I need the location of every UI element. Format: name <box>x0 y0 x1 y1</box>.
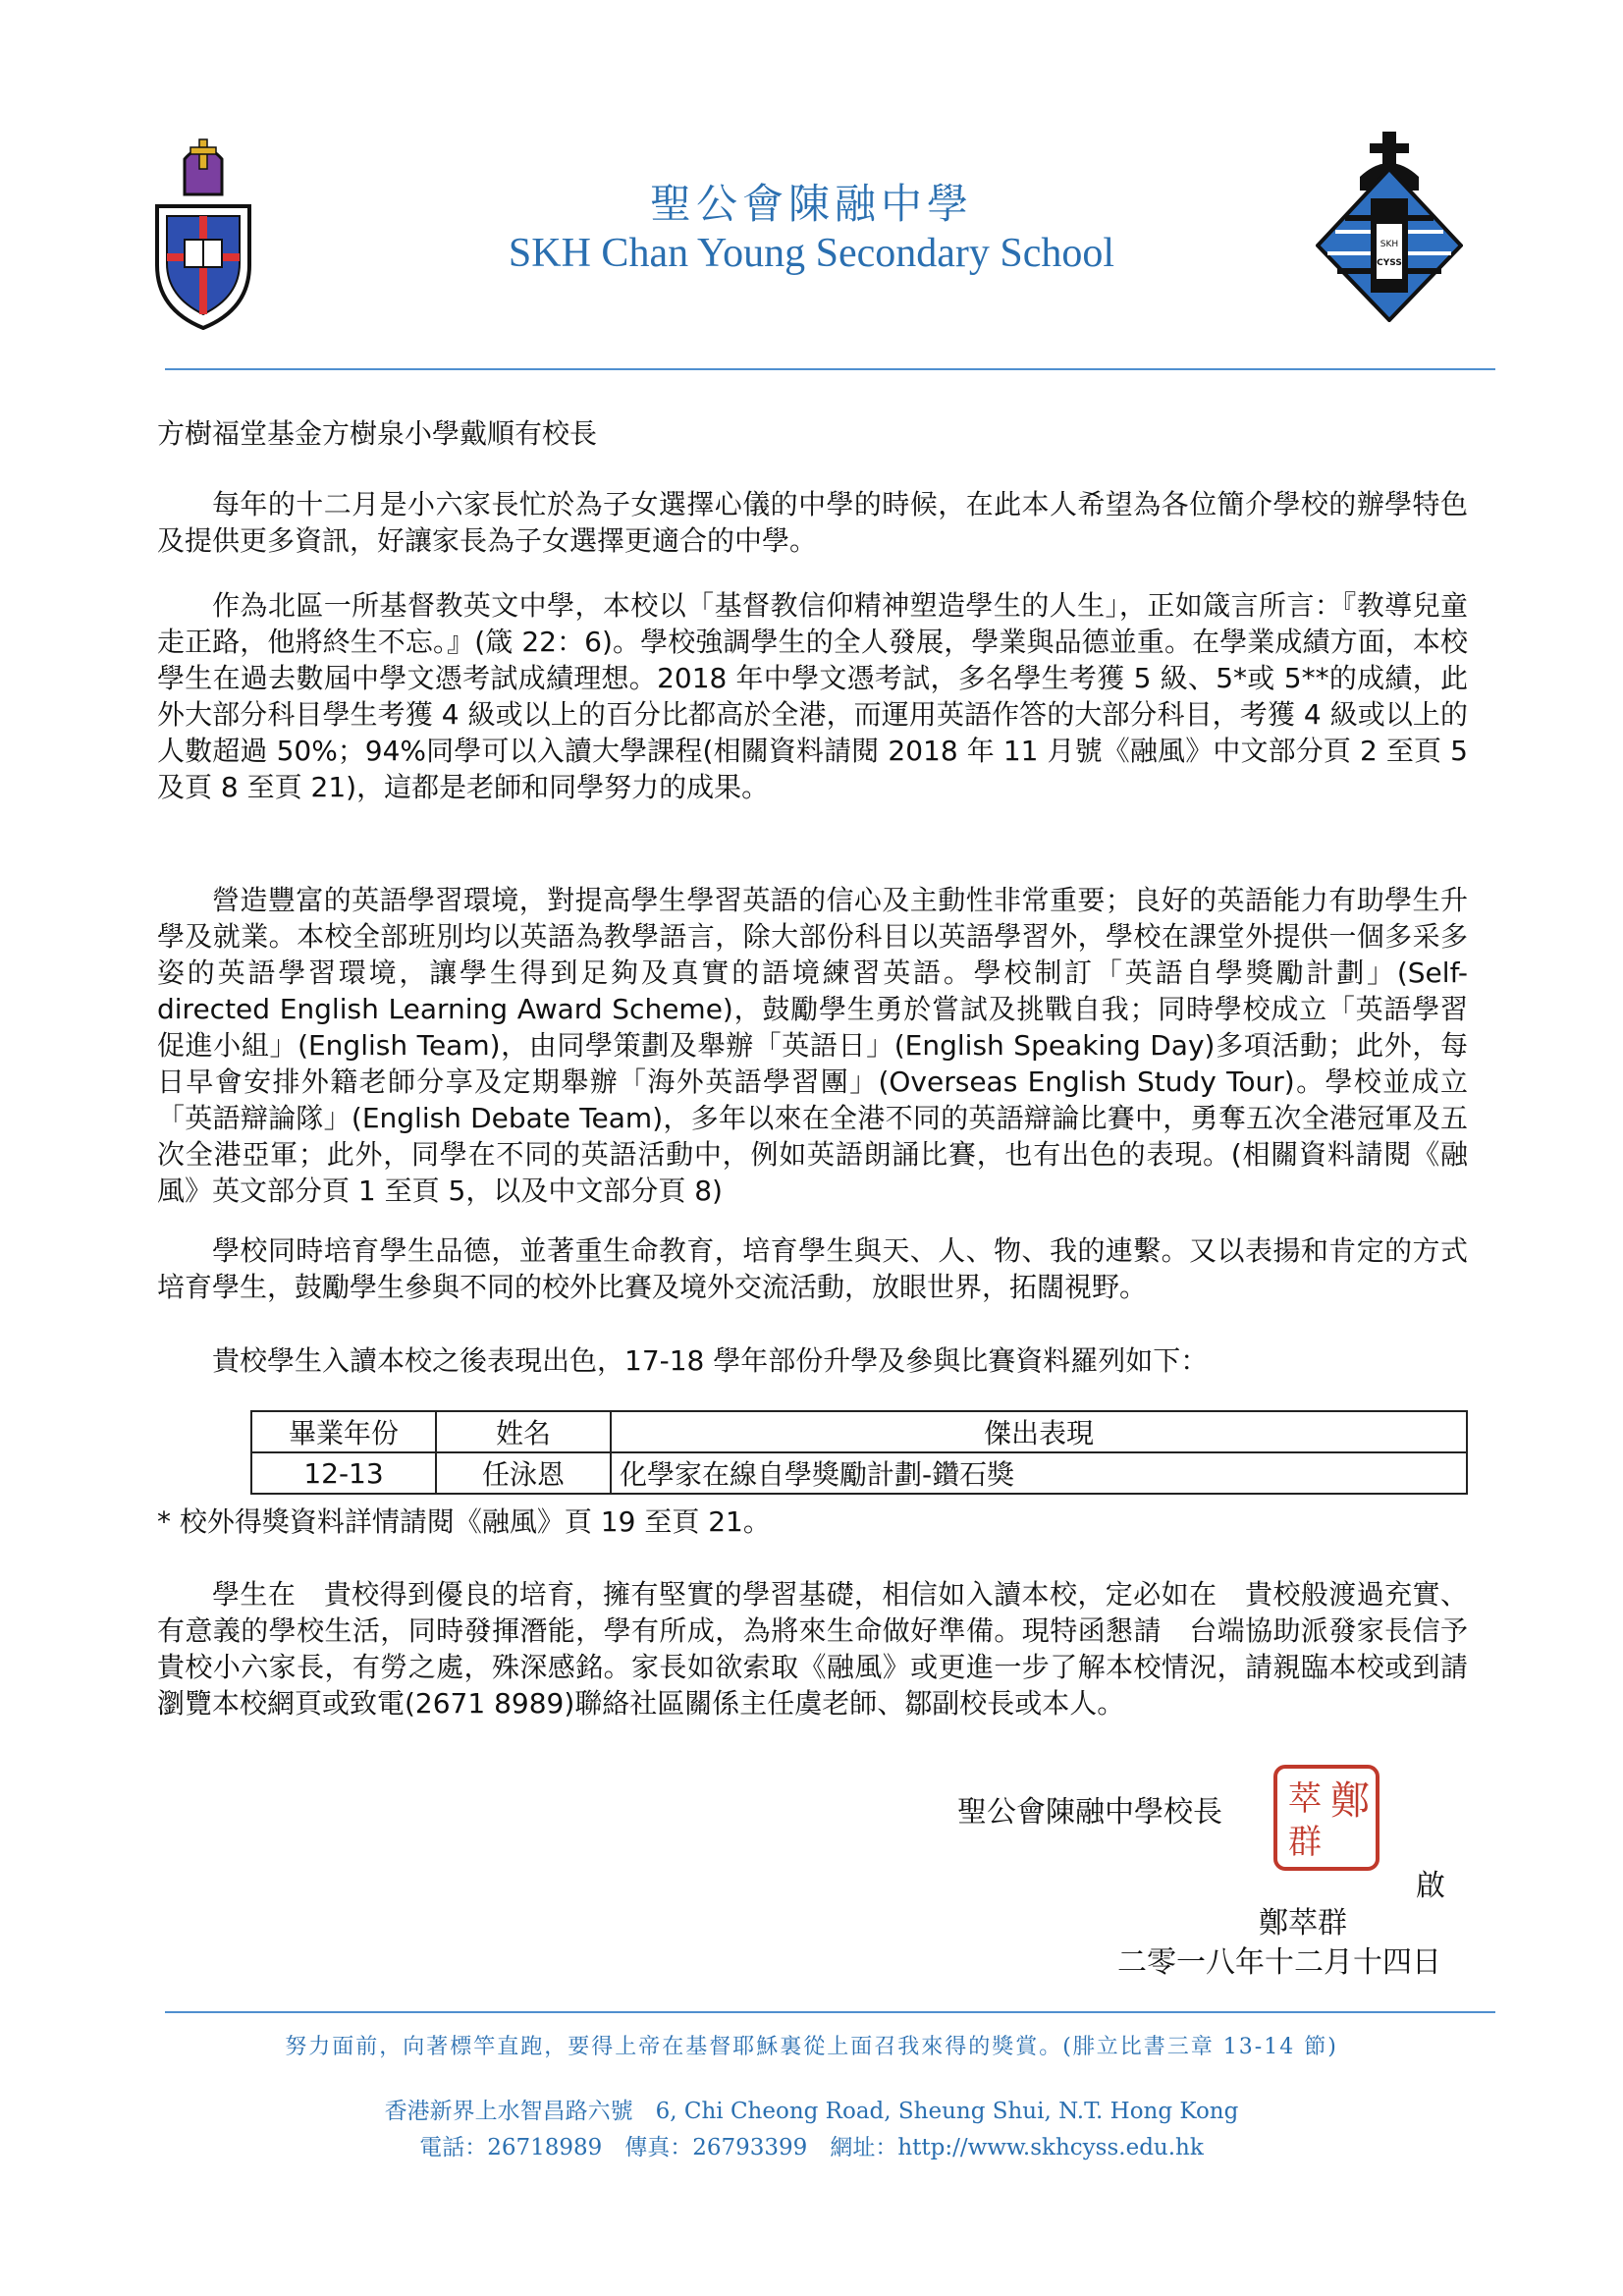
principal-seal-stamp <box>1271 1763 1381 1873</box>
svg-text:鄭: 鄭 <box>1330 1778 1370 1824</box>
header-achievement: 傑出表現 <box>611 1411 1467 1452</box>
footer-motto: 努力面前，向著標竿直跑，要得上帝在基督耶穌裏從上面召我來得的獎賞。(腓立比書三章 13-14 節) <box>285 2035 1338 2059</box>
signature-closing-word: 啟 <box>1416 1869 1445 1903</box>
letter-date: 二零一八年十二月十四日 <box>1117 1945 1441 1980</box>
header-name: 姓名 <box>436 1411 611 1452</box>
school-name-english: SKH Chan Young Secondary School <box>508 231 1115 276</box>
paragraph-english-environment: 營造豐富的英語學習環境，對提高學生學習英語的信心及主動性非常重要；良好的英語能力有助學生升學及就業。本校全部班別均以英語為教學語言，除大部份科目以英語學習外，學校在課堂外提供一個多采多姿的英語學習環境，讓學生得到足夠及真實的語境練習英語。學校制訂「英語自學獎勵計劃」(Self-directed English Learning Award Scheme)，鼓勵學生勇於嘗試及挑戰自我；同時學校成立「英語學習促進小組」(English Team)，由同學策劃及舉辦「英語日」(English Speaking Day)多項活動；此外，每日早會安排外籍老師分享及定期舉辦「海外英語學習團」(Overseas English Study Tour)。學校並成立「英語辯論隊」(English Debate Team)，多年以來在全港不同的英語辯論比賽中，勇奪五次全港冠軍及五次全港亞軍；此外，同學在不同的英語活動中，例如英語朗誦比賽，也有出色的表現。(相關資料請閱《融風》英文部分頁 1 至頁 5，以及中文部分頁 8) <box>157 884 1468 1207</box>
cell-name: 任泳恩 <box>436 1452 611 1494</box>
footer-contact: 電話：26718989 傳真：26793399 網址：http://www.skhcyss.edu.hk <box>419 2135 1204 2160</box>
table-row <box>251 1452 1467 1494</box>
svg-text:群: 群 <box>1288 1823 1322 1862</box>
cell-achievement: 化學家在線自學獎勵計劃-鑽石獎 <box>611 1452 1467 1494</box>
achievement-table <box>250 1410 1468 1495</box>
paragraph-intro: 每年的十二月是小六家長忙於為子女選擇心儀的中學的時候，在此本人希望為各位簡介學校的辦學特色及提供更多資訊，好讓家長為子女選擇更適合的中學。 <box>157 488 1468 557</box>
letter-recipient: 方樹福堂基金方樹泉小學戴順有校長 <box>157 417 598 450</box>
table-header-row <box>251 1411 1467 1452</box>
cell-year: 12-13 <box>251 1452 436 1494</box>
footer-address: 香港新界上水智昌路六號 6, Chi Cheong Road, Sheung Shui, N.T. Hong Kong <box>384 2099 1239 2124</box>
school-name-chinese: 聖公會陳融中學 <box>649 180 973 228</box>
paragraph-closing: 學生在 貴校得到優良的培育，擁有堅實的學習基礎，相信如入讀本校，定必如在 貴校般渡過充實、有意義的學校生活，同時發揮潛能，學有所成，為將來生命做好準備。現特函懇請 台端協助派發家長信予 貴校小六家長，有勞之處，殊深感銘。家長如欲索取《融風》或更進一步了解本校情況，請親臨本校或到請瀏覽本校網頁或致電(2671 8989)聯絡社區關係主任虞老師、鄒副校長或本人。 <box>157 1578 1496 1720</box>
paragraph-academic: 作為北區一所基督教英文中學，本校以「基督教信仰精神塑造學生的人生」，正如箴言所言：『教導兒童走正路，他將終生不忘。』(箴 22：6)。學校強調學生的全人發展，學業與品德並重。在學業成績方面，本校學生在過去數屆中學文憑考試成績理想。2018 年中學文憑考試，多名學生考獲 5 級、5*或 5**的成績，此外大部分科目學生考獲 4 級或以上的百分比都高於全港，而運用英語作答的大部分科目，考獲 4 級或以上的人數超過 50%；94%同學可以入讀大學課程(相關資料請閱 2018 年 11 月號《融風》中文部分頁 2 至頁 5 及頁 8 至頁 21)，這都是老師和同學努力的成果。 <box>157 589 1468 803</box>
signature-name: 鄭萃群 <box>1259 1906 1347 1941</box>
svg-text:CYSS: CYSS <box>1377 258 1402 268</box>
paragraph-table-intro: 貴校學生入讀本校之後表現出色，17-18 學年部份升學及參與比賽資料羅列如下： <box>212 1344 1209 1377</box>
cyss-logo <box>1316 130 1463 322</box>
table-note: * 校外得獎資料詳情請閱《融風》頁 19 至頁 21。 <box>157 1505 771 1538</box>
header-divider <box>165 368 1495 370</box>
svg-text:萃: 萃 <box>1288 1779 1322 1819</box>
paragraph-character: 學校同時培育學生品德，並著重生命教育，培育學生與天、人、物、我的連繫。又以表揚和肯定的方式培育學生，鼓勵學生參與不同的校外比賽及境外交流活動，放眼世界，拓闊視野。 <box>157 1234 1468 1303</box>
signature-title: 聖公會陳融中學校長 <box>957 1795 1222 1830</box>
header-graduation-year: 畢業年份 <box>251 1411 436 1452</box>
footer-divider <box>165 2011 1495 2013</box>
svg-text:SKH: SKH <box>1380 240 1399 249</box>
